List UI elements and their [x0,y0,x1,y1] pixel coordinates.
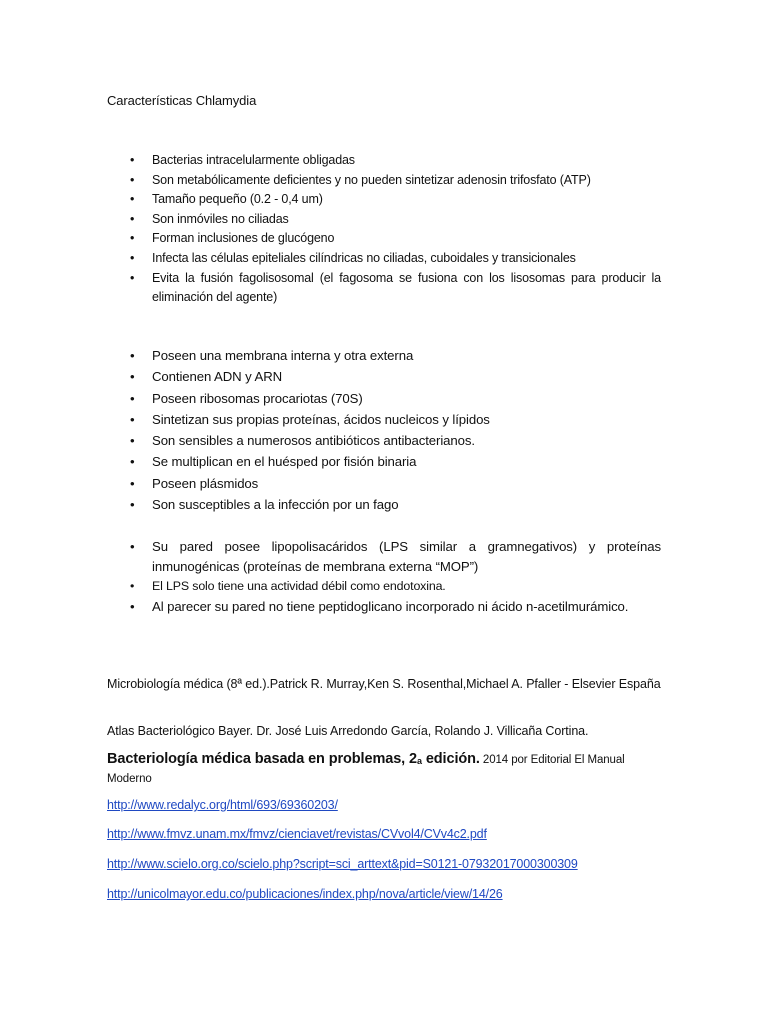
list-item-text: Su pared posee lipopolisacáridos (LPS similar a gramnegativos) y proteínas inmunogénicas (proteínas de membrana externa “MOP”) [152,539,661,574]
list-item [107,473,661,494]
list-item [107,269,661,308]
bullet-icon: • [130,411,135,427]
list-item [107,229,661,249]
list-item [107,430,661,451]
link-redalyc[interactable]: http://www.redalyc.org/html/693/69360203/ [107,798,338,812]
list-item-text: Bacterias intracelularmente obligadas [152,153,355,167]
list-item [107,537,661,576]
characteristics-list-2 [107,345,661,515]
list-item-text: El LPS solo tiene una actividad débil como endotoxina. [152,579,446,593]
characteristics-list-3 [107,537,661,617]
reference-murray: Microbiología médica (8ª ed.).Patrick R. Murray,Ken S. Rosenthal,Michael A. Pfaller - Elsevier España [107,677,661,691]
bullet-icon: • [130,475,135,491]
reference-bacteriologia-medica [107,751,667,788]
list-item [107,210,661,230]
bullet-icon: • [130,153,135,167]
list-item-text: Son sensibles a numerosos antibióticos antibacterianos. [152,433,475,449]
list-item-text: Sintetizan sus propias proteínas, ácidos nucleicos y lípidos [152,411,490,427]
bullet-icon: • [130,497,135,513]
bullet-icon: • [130,250,135,265]
bullet-icon: • [130,539,135,554]
bullet-icon: • [130,433,135,449]
list-item-text: Evita la fusión fagolisosomal (el fagosoma se fusiona con los lisosomas para producir la eliminación del agente) [152,270,661,305]
reference-edition-superscript: a [417,756,422,766]
bullet-icon: • [130,231,135,246]
list-item-text: Tamaño pequeño (0.2 - 0,4 um) [152,192,323,207]
reference-title: Bacteriología médica basada en problemas, 2 [107,751,417,767]
bullet-icon: • [130,192,135,207]
list-item-text: Poseen ribosomas procariotas (70S) [152,390,363,406]
list-item-text: Contienen ADN y ARN [152,369,283,385]
bullet-icon: • [130,599,135,614]
list-item-text: Se multiplican en el huésped por fisión binaria [152,454,417,470]
list-item [107,190,661,210]
bullet-icon: • [130,270,135,285]
list-item-text: Poseen plásmidos [152,475,259,491]
list-item-text: Poseen una membrana interna y otra externa [152,348,414,363]
list-item [107,151,661,171]
reference-publisher: 2014 por Editorial El Manual Moderno [107,754,625,785]
list-item [107,576,661,597]
page-title: Características Chlamydia [107,93,257,108]
list-item-text: Son inmóviles no ciliadas [152,211,289,226]
characteristics-list-1 [107,151,661,308]
link-fmvz-unam[interactable]: http://www.fmvz.unam.mx/fmvz/cienciavet/revistas/CVvol4/CVv4c2.pdf [107,827,487,841]
bullet-icon: • [130,454,135,470]
list-item-text: Infecta las células epiteliales cilíndricas no ciliadas, cuboidales y transicionales [152,250,576,265]
link-unicolmayor[interactable]: http://unicolmayor.edu.co/publicaciones/index.php/nova/article/view/14/26 [107,887,503,901]
list-item-text: Son metabólicamente deficientes y no pueden sintetizar adenosin trifosfato (ATP) [152,172,591,187]
bullet-icon: • [130,369,135,385]
list-item [107,366,661,387]
bullet-icon: • [130,390,135,406]
reference-edition-word: edición. [421,751,480,767]
list-item [107,597,661,617]
list-item-text: Son susceptibles a la infección por un fago [152,497,399,513]
list-item-text: Al parecer su pared no tiene peptidoglicano incorporado ni ácido n-acetilmurámico. [152,599,629,614]
bullet-icon: • [130,172,135,187]
bullet-icon: • [130,211,135,226]
bullet-icon: • [130,579,135,593]
reference-atlas-bayer: Atlas Bacteriológico Bayer. Dr. José Luis Arredondo García, Rolando J. Villicaña Cortina. [107,724,589,738]
bullet-icon: • [130,348,135,363]
list-item [107,494,661,515]
list-item [107,388,661,409]
list-item [107,409,661,430]
list-item-text: Forman inclusiones de glucógeno [152,231,335,246]
link-scielo[interactable]: http://www.scielo.org.co/scielo.php?script=sci_arttext&pid=S0121-07932017000300309 [107,857,578,871]
list-item [107,171,661,191]
list-item [107,451,661,472]
list-item [107,249,661,269]
list-item [107,345,661,366]
